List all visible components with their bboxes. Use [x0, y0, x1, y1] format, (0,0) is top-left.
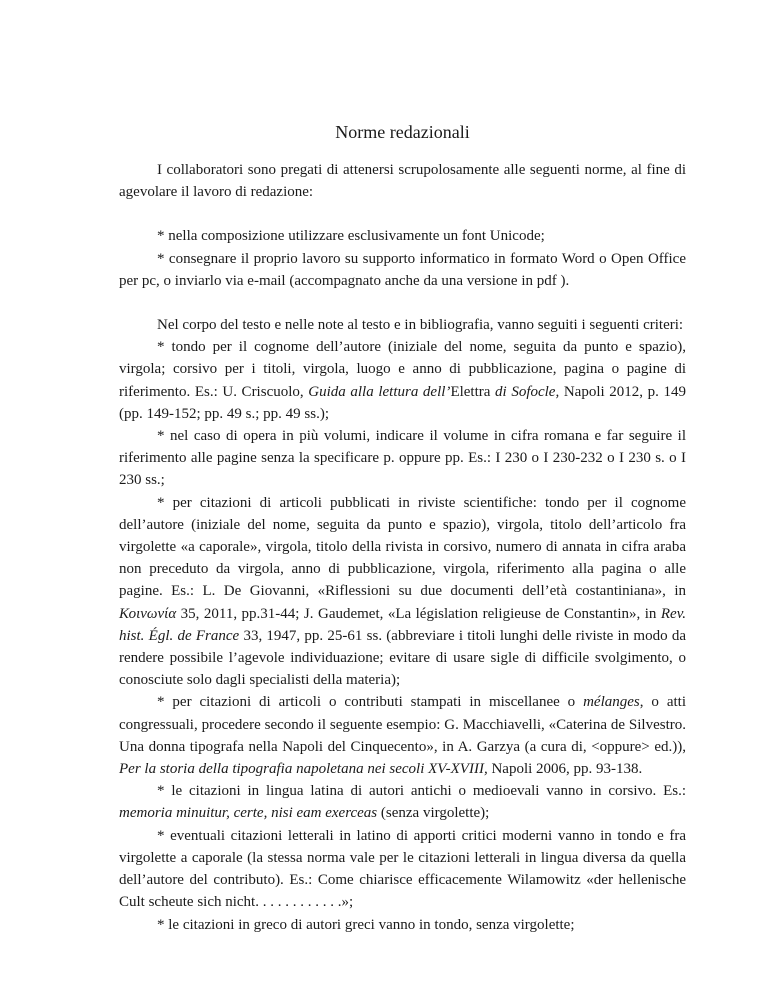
intro-paragraph: I collaboratori sono pregati di attenersi scrupolosamente alle seguenti norme, al fine di agevolare il lavoro di redazione: [119, 162, 686, 201]
rule-text: 33, 1947, pp. 25-61 ss. (abbreviare i titoli lunghi delle riviste in modo da rendere possibile l’agevole individuazione; evitare di usare sigle di difficile svolgimento, o conosciute solo dagli specialisti della materia); [119, 627, 686, 689]
rule-greek-citations: * le citazioni in greco di autori greci vanno in tondo, senza virgolette; [157, 916, 575, 933]
rule-text: * le citazioni in lingua latina di autori antichi o medioevali vanno in corsivo. Es.: [157, 783, 686, 800]
rule-author-citation [119, 336, 686, 425]
rule-file-format: * consegnare il proprio lavoro su supporto informatico in formato Word o Open Office per pc, o inviarlo via e-mail (accompagnato anche da una versione in pdf ). [119, 250, 686, 289]
italic-journal: Κοινωνία [119, 605, 177, 622]
rule-volumes: * nel caso di opera in più volumi, indicare il volume in cifra romana e far seguire il riferimento alle pagine senza la specificare p. oppure pp. Es.: I 230 o I 230-232 o I 230 s. o I 230 ss.; [119, 428, 686, 489]
rule-latin-citations [119, 780, 686, 824]
paragraph-gap [119, 203, 686, 225]
rule-text: * per citazioni di articoli pubblicati in riviste scientifiche: tondo per il cognome dell’autore (iniziale del nome, seguita da punto e spazio), virgola, titolo dell’articolo fra virgolette «a caporale», virgola, titolo della rivista in corsivo, numero di annata in cifra araba non preceduto da virgola, anno di pubblicazione, virgola, riferimento alla pagina o alle pagine. Es.: L. De Giovanni, «Riflessioni su due documenti dell’età costantiniana», in [119, 494, 686, 600]
rule-text: * per citazioni di articoli o contributi stampati in miscellanee o [157, 694, 584, 711]
document-page [119, 0, 686, 936]
rule-text: * tondo per il cognome dell’autore (iniziale del nome, seguita da punto e spazio), virgola; corsivo per i titoli, virgola, luogo e anno di pubblicazione, pagina o pagine di riferimento. Es.: U. Criscuolo, [119, 339, 686, 400]
rule-text: , o atti congressuali, procedere secondo il seguente esempio: G. Macchiavelli, «Caterina de Silvestro. Una donna tipografa nella Napoli del Cinquecento», in A. Garzya (a cura di, <oppure> ed.)), [119, 694, 686, 755]
rule-unicode-font: * nella composizione utilizzare esclusivamente un font Unicode; [157, 228, 545, 245]
rule-miscellanea [119, 691, 686, 780]
rule-text: Napoli 2012, p. 149 (pp. 149-152; pp. 49 s.; pp. 49 ss.); [119, 383, 686, 422]
rule-journal-articles [119, 492, 686, 692]
italic-title: di Sofocle, [490, 383, 560, 400]
italic-title: Guida alla lettura dell’ [308, 383, 451, 400]
rule-text: 35, 2011, pp.31-44; J. Gaudemet, «La législation religieuse de Constantin», in [176, 605, 661, 622]
rule-text: (senza virgolette); [377, 805, 490, 822]
italic-latin-example: memoria minuitur, certe, nisi eam exerceas [119, 805, 378, 822]
page-title: Norme redazionali [335, 122, 470, 142]
italic-title: Per la storia della tipografia napoletana nei secoli XV-XVIII, [119, 761, 488, 778]
paragraph-gap [119, 292, 686, 314]
rule-text: Elettra [450, 383, 491, 400]
criteria-intro: Nel corpo del testo e nelle note al testo e in bibliografia, vanno seguiti i seguenti criteri: [157, 317, 684, 334]
rule-literal-citations: * eventuali citazioni letterali in latino di apporti critici moderni vanno in tondo e fra virgolette a caporale (la stessa norma vale per le citazioni letterali in lingua diversa da quella dell’autore del contributo). Es.: Come chiarisce efficacemente Wilamowitz «der hellenische Cult scheute sich nicht. . . . . . . . . . . .»; [119, 827, 686, 911]
rule-text: Napoli 2006, pp. 93-138. [487, 761, 643, 778]
italic-journal: Rev. hist. Égl. de France [119, 605, 686, 644]
italic-word: mélanges [583, 694, 640, 711]
